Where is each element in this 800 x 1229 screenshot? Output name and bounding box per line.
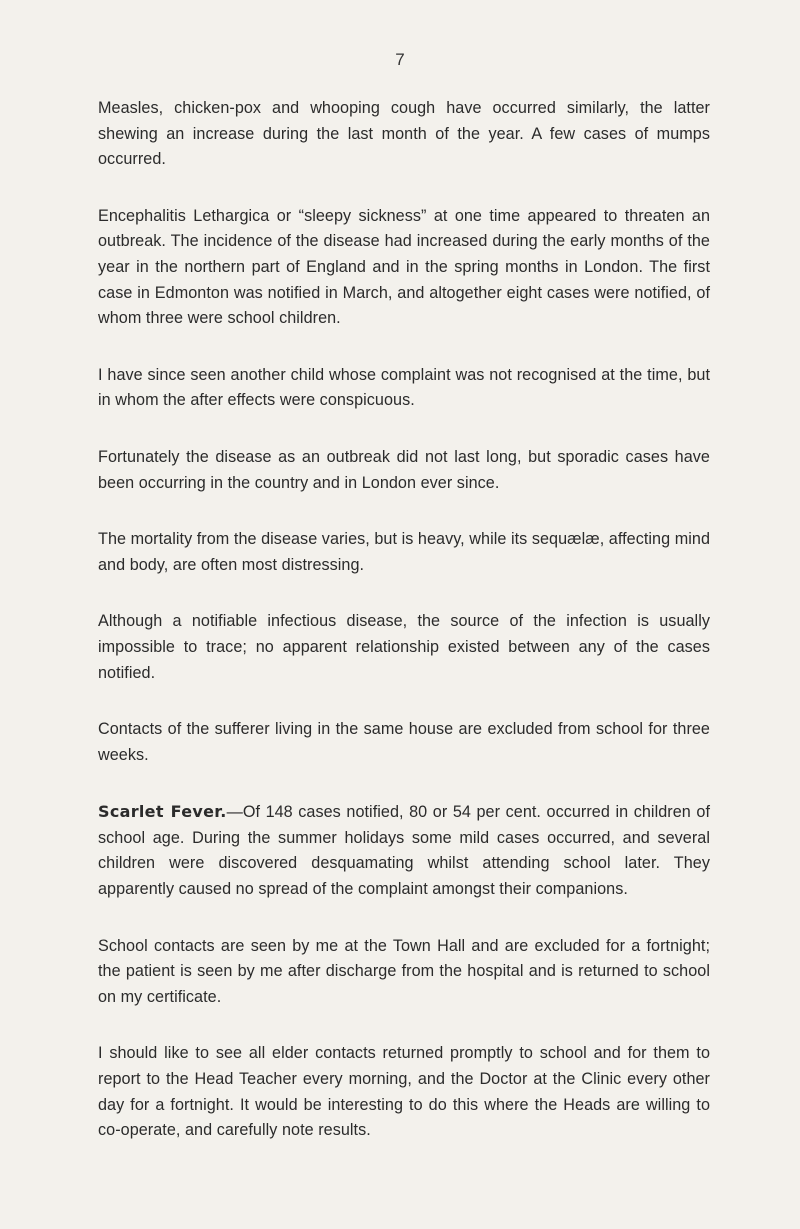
- paragraph-contacts: Contacts of the sufferer living in the same house are excluded from school for three weeks.: [98, 720, 710, 764]
- scarlet-fever-text: —Of 148 cases notified, 80 or 54 per cent. occurred in children of school age. During the summer holidays some mild cases occurred, and several children were discovered desquamating whilst attending school later. They apparently caused no spread of the complaint amongst their companions.: [98, 803, 710, 899]
- paragraph-school-contacts: School contacts are seen by me at the Town Hall and are excluded for a fortnight; the patient is seen by me after discharge from the hospital and is returned to school on my certificate.: [98, 936, 710, 1006]
- paragraph-notifiable: Although a notifiable infectious disease, the source of the infection is usually impossible to trace; no apparent relationship existed between any of the cases notified.: [98, 612, 710, 682]
- paragraph-another-child: I have since seen another child whose complaint was not recognised at the time, but in whom the after effects were conspicuous.: [98, 365, 710, 410]
- document-body: [98, 96, 710, 1175]
- scarlet-fever-heading: Scarlet Fever.: [98, 802, 227, 822]
- paragraph-measles: Measles, chicken-pox and whooping cough have occurred similarly, the latter shewing an increase during the last month of the year. A few cases of mumps occurred.: [98, 99, 710, 169]
- paragraph-encephalitis: Encephalitis Lethargica or “sleepy sickness” at one time appeared to threaten an outbreak. The incidence of the disease had increased during the early months of the year in the northern part of England and in the spring months in London. The first case in Edmonton was notified in March, and altogether eight cases were notified, of whom three were school children.: [98, 206, 710, 328]
- paragraph-fortunately: Fortunately the disease as an outbreak did not last long, but sporadic cases have been occurring in the country and in London ever since.: [98, 447, 710, 492]
- paragraph-elder-contacts: I should like to see all elder contacts returned promptly to school and for them to report to the Head Teacher every morning, and the Doctor at the Clinic every other day for a fortnight. It would be interesting to do this where the Heads are willing to co-operate, and carefully note results.: [98, 1044, 710, 1140]
- paragraph-mortality: The mortality from the disease varies, but is heavy, while its sequælæ, affecting mind and body, are often most distressing.: [98, 530, 710, 574]
- paragraph-scarlet-fever: [98, 799, 710, 902]
- page-number: 7: [395, 50, 405, 69]
